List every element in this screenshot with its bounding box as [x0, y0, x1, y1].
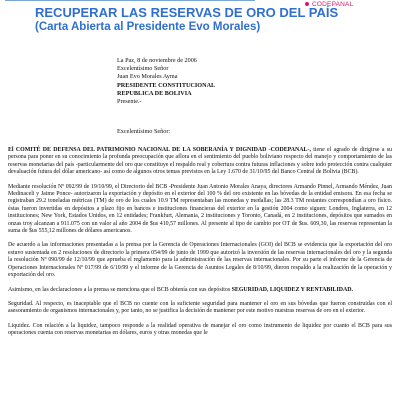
present-line: Presente.-	[117, 98, 142, 106]
letter-body	[8, 147, 392, 345]
paragraph-4	[8, 287, 392, 294]
header-rule	[5, 0, 255, 1]
paragraph-2: Mediante resolución Nº 092/99 de 19/10/99, el Directorio del BCB -Presidente Juan Antonio Morales Anaya, directores Armando Pinnel, Armando Méndez, Juan Medinaceli y Jaime Ponce- autorizaron la exportación y depósito en el exterior del 100 % del oro existente en las bóvedas de la entidad emisora. En esa fecha se registraban 29.2 toneladas métricas (TM) de oro de los cuales 10.9 TM representaban las monedas y medallas; las 28.3 TM restantes correspondían a oro físico. éstas fueron invertidas en depósitos a plazo fijo en bancos e instituciones financieras del exterior en la gestión 2004 como siguen: Londres, Inglaterra, en 12 instituciones; New York, Estados Unidos, en 12 entidades; Frankfurt, Alemania, 2 instituciones y Toronto, Canadá, en 2 instituciones, depósitos que sumados en onzas troy alcanzan a 911.075 con un valor al año 2004 de $us 410,57 millones. Al presente al tipo de cambio por OT de $us. 609,30, las reservas representan la suma de $us 555,12 millones de dólares americanos.	[8, 183, 392, 235]
paragraph-4-emphasis: SEGURIDAD, LIQUIDEZ Y RENTABILIDAD.	[231, 286, 354, 293]
recipient-title: PRESIDENTE CONSTITUCIONAL	[117, 81, 216, 89]
paragraph-1-text: tiene el agrado de dirigirse a su persona para poner en su conocimiento la profunda preocupación que aflora en el sentimiento del pueblo boliviano respecto del manejo y comportamiento de las reservas monetarias del país -particularmente del oro que constituye el respaldo real y cobertura contra futuras inflaciones y sobre todo protección contra cualquier devaluación futura del dólar americano- así como de algunos otros temas previstos en la Ley 1.670 de 31/10/95 del Banco Central de Bolivia (BCB).	[8, 147, 393, 176]
paragraph-6: Liquidez. Con relación a la liquidez, tampoco responde a la realidad operativa de manejar el oro como instrumento de liquidez por cuanto el BCB para sus operaciones cuenta con reservas monetarias en dólares, euros y otras monedas que le	[8, 322, 392, 337]
place-date: La Paz, 8 de noviembre de 2006	[117, 57, 197, 64]
paragraph-1	[8, 147, 392, 177]
article-title: RECUPERAR LAS RESERVAS DE ORO DEL PAÍS	[35, 5, 339, 20]
paragraph-3: De acuerdo a las informaciones presentadas a la prensa por la Gerencia de Operaciones Internacionales (GOI) del BCB se evidencia que la exportación del oro estuvo sustentada en 2 resoluciones de directorio la primera 054/99 de junio de 1999 que autorizó la inversión de las reservas internacionales del oro y la segunda la resolución Nº 090/99 de 12/10/99 que aprueba el reglamento para la administración de las reservas internacionales. Por su parte el informe de la Gerencia de Operaciones Internacionales Nº 017/99 de 6/10/99 y el informe de la Gerencia de Asuntos Legales de 8/10/99, dieron respaldo a la realización de la operación y exportación del oro.	[8, 242, 392, 279]
article-subtitle: (Carta Abierta al Presidente Evo Morales)	[35, 21, 261, 33]
paragraph-4-text: Asimismo, en las declaraciones a la prensa se menciona que el BCB obtenía con sus depósitos	[8, 286, 232, 293]
salutation: Excelentísimo Señor	[117, 65, 169, 73]
paragraph-5: Seguridad. Al respecto, es inaceptable que el BCB no cuente con la suficiente seguridad para mantener el oro en sus bóvedas que fueron construidas con el asesoramiento de organismos internacionales y, por tanto, no se justifica la decisión de mantener por este motivo nuestras reservas de oro en el exterior.	[8, 300, 392, 315]
letter-greeting: Excelentísimo Señor:	[117, 128, 171, 135]
letter-address-block	[117, 57, 215, 106]
recipient-name: Juan Evo Morales Ayma	[117, 73, 178, 81]
badge-label: CODEPANAL	[312, 1, 354, 8]
paragraph-1-lead: El COMITÉ DE DEFENSA DEL PATRIMONIO NACIONAL DE LA SOBERANÍA Y DIGNIDAD -CODEPANAL-,	[8, 147, 311, 153]
recipient-country: REPUBLICA DE BOLIVIA	[117, 89, 192, 97]
